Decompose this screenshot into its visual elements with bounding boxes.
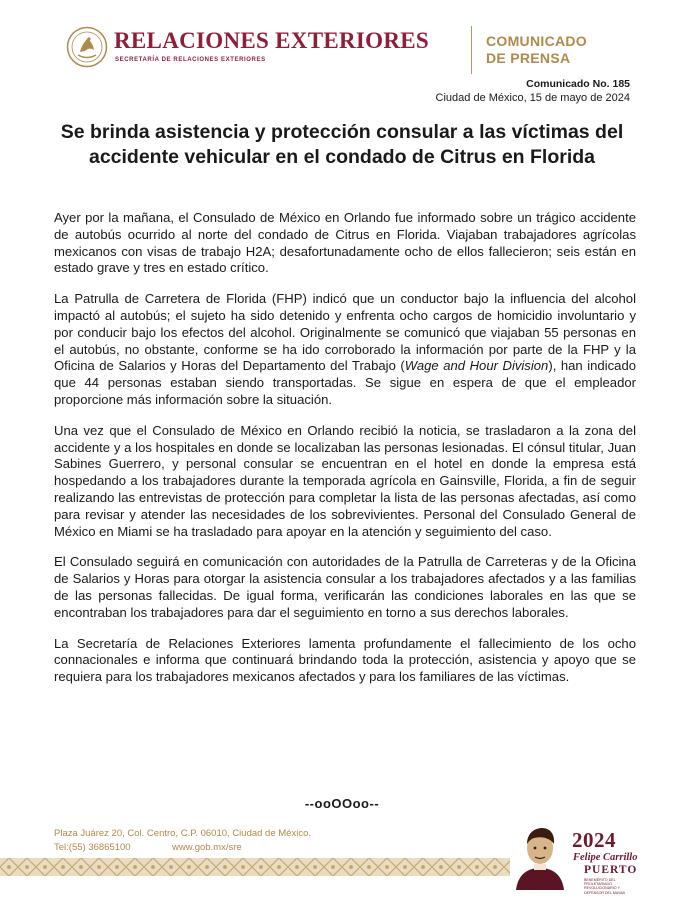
- commemorative-year: 2024: [572, 828, 616, 852]
- communique-number: Comunicado No. 185: [526, 78, 630, 90]
- paragraph-3: Una vez que el Consulado de México en Orlando recibió la noticia, se trasladaron a la zona del accidente y a los hospitales en donde se localizaban las personas lesionadas. El cónsul titular, Juan Sabines Guerrero, y personal consular se encuentran en el hotel en donde la empresa está hospedando a los trabajadores durante la temporada agrícola en Gainsville, Florida, a fin de seguir realizando las entrevistas de protección para completar la lista de las personas afectadas, así como para revisar y atender las necesidades de los sobrevivientes. Personal del Consulado General de México en Miami se ha trasladado para apoyar en la atención y seguimiento del caso.: [54, 422, 636, 539]
- paragraph-2-part-b: ), han indicado que 44 personas estaban siendo transportadas. Se sigue en espera de que el empleador proporcione más información sobre la situación.: [54, 358, 637, 407]
- footer-website: www.gob.mx/sre: [172, 842, 242, 853]
- commemorative-motto: BENEMÉRITO DEL PROLETARIADO, REVOLUCIONARIO Y DEFENSOR DEL MAYAB: [584, 878, 625, 895]
- closing-mark: --ooOOoo--: [304, 796, 380, 811]
- footer-address: Plaza Juárez 20, Col. Centro, C.P. 06010, Ciudad de México.: [54, 828, 311, 839]
- national-seal-icon: [66, 26, 108, 68]
- communique-date: Ciudad de México, 15 de mayo de 2024: [435, 92, 630, 104]
- commemorative-name: Felipe Carrillo: [573, 852, 638, 863]
- paragraph-4: El Consulado seguirá en comunicación con autoridades de la Patrulla de Carreteras y de la Oficina de Salarios y Horas para otorgar la asistencia consular a los trabajadores afectados y a las familias de las personas fallecidas. De igual forma, verificarán las condiciones laborales en las que se encontraban los trabajadores para dar el seguimiento en torno a sus derechos laborales.: [54, 554, 636, 620]
- org-name: RELACIONES EXTERIORES: [114, 28, 429, 53]
- paragraph-1: Ayer por la mañana, el Consulado de México en Orlando fue informado sobre un trágico accidente de autobús ocurrido al norte del condado de Citrus en Florida. Viajaban trabajadores agrícolas mexicanos con visas de trabajo H2A; desafortunadamente ocho de ellos fallecieron; seis están en estado grave y tres en estado crítico.: [54, 210, 636, 276]
- press-label-line-2: DE PRENSA: [486, 50, 571, 66]
- header-divider: [471, 26, 472, 74]
- org-subtitle: SECRETARÍA DE RELACIONES EXTERIORES: [115, 57, 266, 63]
- footer-phone: Tel:(55) 36865100: [54, 842, 131, 853]
- commemorative-surname: PUERTO: [584, 864, 638, 876]
- footer-ornament-band: [0, 858, 510, 876]
- press-release-label: [486, 33, 587, 67]
- paragraph-5: La Secretaría de Relaciones Exteriores lamenta profundamente el fallecimiento de los ocho connacionales e informa que continuará brindando toda la protección, asistencia y apoyo que se requiera para los trabajadores mexicanos afectados y para los familiares de las víctimas.: [54, 635, 636, 685]
- paragraph-2: [54, 291, 636, 409]
- letterhead: [66, 24, 646, 76]
- portrait-illustration-icon: [512, 822, 568, 890]
- paragraph-2-part-a: La Patrulla de Carretera de Florida (FHP) indicó que un conductor bajo la influencia del alcohol impactó al autobús; el sujeto ha sido detenido y enfrenta ocho cargos de homicidio involuntario y por conducir bajo los efectos del alcohol. Originalmente se comunicó que viajaban 55 personas en el autobús, no obstante, conforme se ha ido corroborado la información por parte de la FHP y la Oficina de Salarios y Horas del Departamento del Trabajo (: [54, 291, 636, 374]
- paragraph-2-italic: Wage and Hour Division: [404, 358, 549, 374]
- document-body: [54, 210, 636, 700]
- page-title: Se brinda asistencia y protección consular a las víctimas del accidente vehicular en el condado de Citrus en Florida: [60, 121, 624, 168]
- press-label-line-1: COMUNICADO: [486, 33, 587, 49]
